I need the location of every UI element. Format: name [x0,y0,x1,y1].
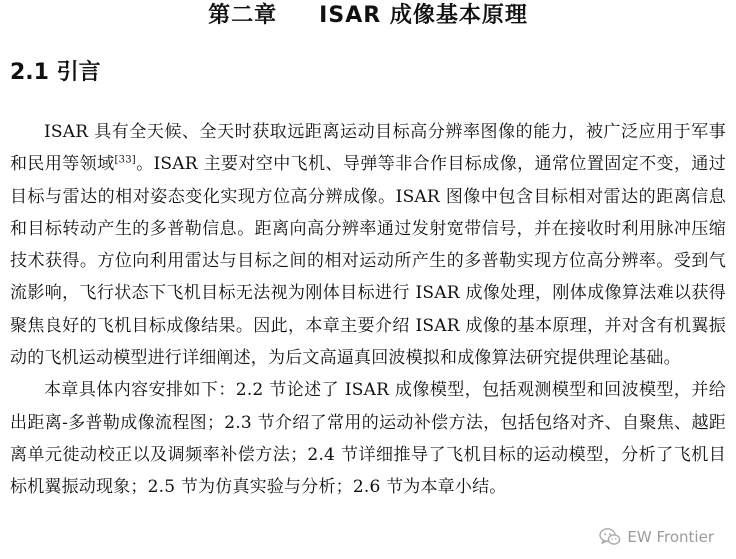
section-title-text: 引言 [56,60,101,85]
paragraph-intro [10,116,726,374]
section-heading [10,58,101,88]
paragraph-outline: 本章具体内容安排如下：2.2 节论述了 ISAR 成像模型，包括观测模型和回波模型，并给出距离-多普勒成像流程图；2.3 节介绍了常用的运动补偿方法，包括包络对齐、自聚焦、越距离单元徙动校正以及调频率补偿方法；2.4 节详细推导了飞机目标的运动模型，分析了飞机目标机翼振动现象；2.5 节为仿真实验与分析；2.6 节为本章小结。 [10,380,726,498]
watermark [595,525,718,549]
wechat-icon [599,527,621,547]
chapter-name: ISAR 成像基本原理 [319,3,528,28]
paragraph-intro-text-a: ISAR 具有全天候、全天时获取远距离运动目标高分辨率图像的能力，被广泛应用于军事和民用等领域 [10,122,726,175]
paragraph-intro-text-b: 。ISAR 主要对空中飞机、导弹等非合作目标成像，通常位置固定不变，通过目标与雷达的相对姿态变化实现方位高分辨成像。ISAR 图像中包含目标相对雷达的距离信息和目标转动产生的多普勒信息。距离向高分辨率通过发射宽带信号，并在接收时利用脉冲压缩技术获得。方位向利用雷达与目标之间的相对运动所产生的多普勒实现方位高分辨率。受到气流影响，飞行状态下飞机目标无法视为刚体目标进行 ISAR 成像处理，刚体成像算法难以获得聚焦良好的飞机目标成像结果。因此，本章主要介绍 ISAR 成像的基本原理，并对含有机翼振动的飞机运动模型进行详细阐述，为后文高逼真回波模拟和成像算法研究提供理论基础。 [10,154,726,369]
chapter-title [0,2,736,30]
body-text [10,116,726,504]
section-number: 2.1 [10,60,49,85]
citation-reference: [33] [114,154,136,166]
chapter-number: 第二章 [208,3,278,28]
watermark-text: EW Frontier [627,528,714,546]
